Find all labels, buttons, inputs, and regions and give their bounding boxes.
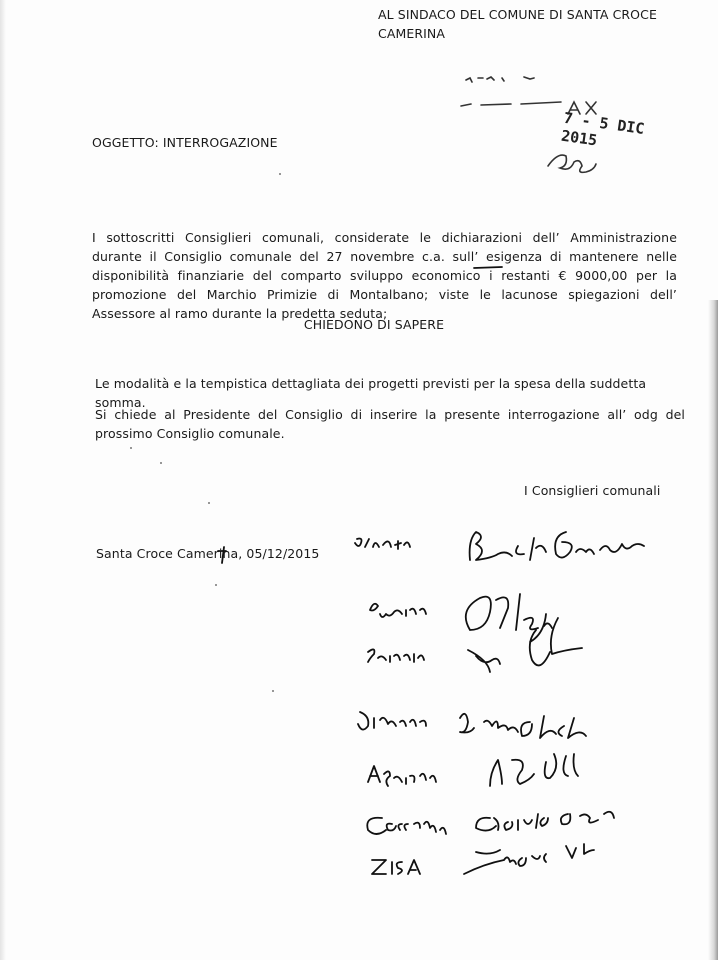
signatory-name-dimarco [358,712,426,730]
signature-agnello [490,754,578,786]
underline-mark-body [474,267,502,268]
signatory-name-zisa [372,860,420,874]
place-and-date: Santa Croce Camerina, 05/12/2015 [96,546,320,561]
question-paragraph: Le modalità e la tempistica dettagliata dei progetti previsti per la spesa della suddetta somma. [95,376,647,410]
signatory-name-agnello [368,766,436,786]
date-correction-mark [218,547,226,563]
signature-dimarco [460,714,586,738]
addressee-line: AL SINDACO DEL COMUNE DI SANTA CROCE CAMERINA [378,7,657,41]
signature-caccamo [476,812,614,831]
scan-speck [272,690,274,692]
signatory-name-caccamo [367,818,446,834]
signature-brunetto [470,532,644,560]
stamp-date-text: 7 - 5 DIC 2015 [560,108,646,150]
scan-speck [279,173,281,175]
signers-title: I Consiglieri comunali [524,483,661,498]
scan-speck [208,502,210,504]
request-heading: CHIEDONO DI SAPERE [303,317,445,332]
instruction-paragraph: Si chiede al Presidente del Consiglio di inserire la presente interrogazione all’ odg del prossimo Consiglio comunale. [95,407,685,441]
signatory-name-pernice [368,649,424,662]
body-paragraph: I sottoscritti Consiglieri comunali, considerate le dichiarazioni dell’ Amministrazione durante il Consiglio comunale del 27 novembre c.a. sull’ esigenza di mantenere nelle disponibilità finanziarie del comparto sviluppo economico i restanti € 9000,00 per la promozione del Marchio Primizie di Montalbano; viste le lacunose spiegazioni dell’ Assessore al ramo durante la predetta seduta; [92,230,677,321]
signature-zisa [464,844,594,874]
subject-line: OGGETTO: INTERROGAZIONE [92,135,278,150]
signatory-name-puchino [370,604,426,617]
scan-speck [215,584,217,586]
signatory-name-brunetto [355,539,410,550]
signature-puchino [466,594,552,630]
scan-speck [160,462,162,464]
scan-speck [130,447,132,449]
